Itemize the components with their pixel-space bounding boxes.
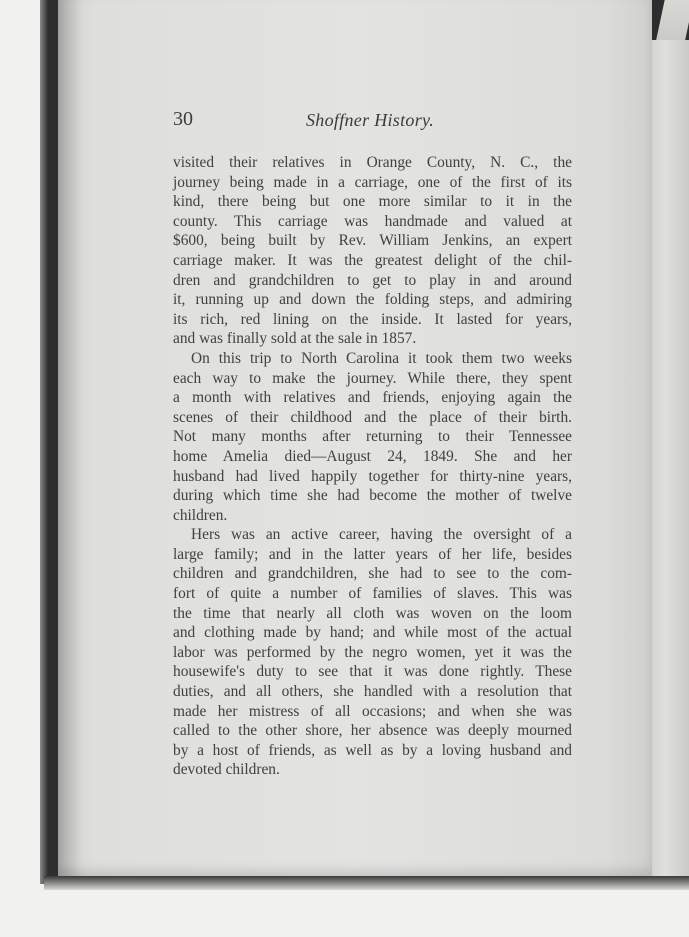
binding-edge xyxy=(40,0,48,884)
paragraph-1 xyxy=(173,153,572,349)
text-line: visited their relatives in Orange County, N. C., the xyxy=(173,154,572,171)
text-line: its rich, red lining on the inside. It lasted for years, xyxy=(173,310,572,328)
text-line: duties, and all others, she handled with a resolution that xyxy=(173,683,572,701)
text-line: kind, there being but one more similar to it in the xyxy=(173,193,572,211)
text-line: made her mistress of all occasions; and when she was xyxy=(173,702,572,720)
text-line: during which time she had become the mother of twelve xyxy=(173,487,572,505)
text-line: a month with relatives and friends, enjoying again the xyxy=(173,389,572,407)
text-line: scenes of their childhood and the place of their birth. xyxy=(173,408,572,426)
text-line: county. This carriage was handmade and valued at xyxy=(173,212,572,230)
text-line: called to the other shore, her absence was deeply mourned xyxy=(173,722,572,740)
text-line: each way to make the journey. While there, they spent xyxy=(173,369,572,387)
text-line: and clothing made by hand; and while most of the actual xyxy=(173,624,572,642)
text-line: journey being made in a carriage, one of the first of its xyxy=(173,173,572,191)
text-line: the time that nearly all cloth was woven on the loom xyxy=(173,604,572,622)
paragraph-3 xyxy=(173,525,572,780)
text-line: $600, being built by Rev. William Jenkins, an expert xyxy=(173,232,572,250)
text-line: by a host of friends, as well as by a loving husband and xyxy=(173,741,572,759)
text-line: On this trip to North Carolina it took them two weeks xyxy=(191,349,572,367)
text-line: husband had lived happily together for thirty-nine years, xyxy=(173,467,572,485)
text-line: home Amelia died—August 24, 1849. She and her xyxy=(173,447,572,465)
text-line: labor was performed by the negro women, yet it was the xyxy=(173,643,572,661)
text-line: children. xyxy=(173,506,228,524)
text-line: devoted children. xyxy=(173,761,280,779)
text-line: children and grandchildren, she had to see to the com- xyxy=(173,565,572,583)
text-line: Not many months after returning to their Tennessee xyxy=(173,428,572,446)
text-line: and was finally sold at the sale in 1857. xyxy=(173,330,417,348)
page-number: 30 xyxy=(173,108,193,130)
running-head xyxy=(173,108,573,136)
text-line: it, running up and down the folding steps, and admiring xyxy=(173,291,572,309)
body-text xyxy=(173,153,572,780)
next-page-edge xyxy=(648,40,689,878)
text-line: large family; and in the latter years of her life, besides xyxy=(173,545,572,563)
text-line: carriage maker. It was the greatest delight of the chil- xyxy=(173,251,572,269)
text-line: housewife's duty to see that it was done rightly. These xyxy=(173,663,572,681)
paragraph-2 xyxy=(173,349,572,525)
text-line: Hers was an active career, having the oversight of a xyxy=(191,526,572,544)
text-line: dren and grandchildren to get to play in and around xyxy=(173,271,572,289)
running-title: Shoffner History. xyxy=(306,110,435,130)
text-line: fort of quite a number of families of slaves. This was xyxy=(173,585,572,603)
page-bottom-shadow xyxy=(44,876,689,890)
page-gutter-shadow xyxy=(58,0,82,876)
